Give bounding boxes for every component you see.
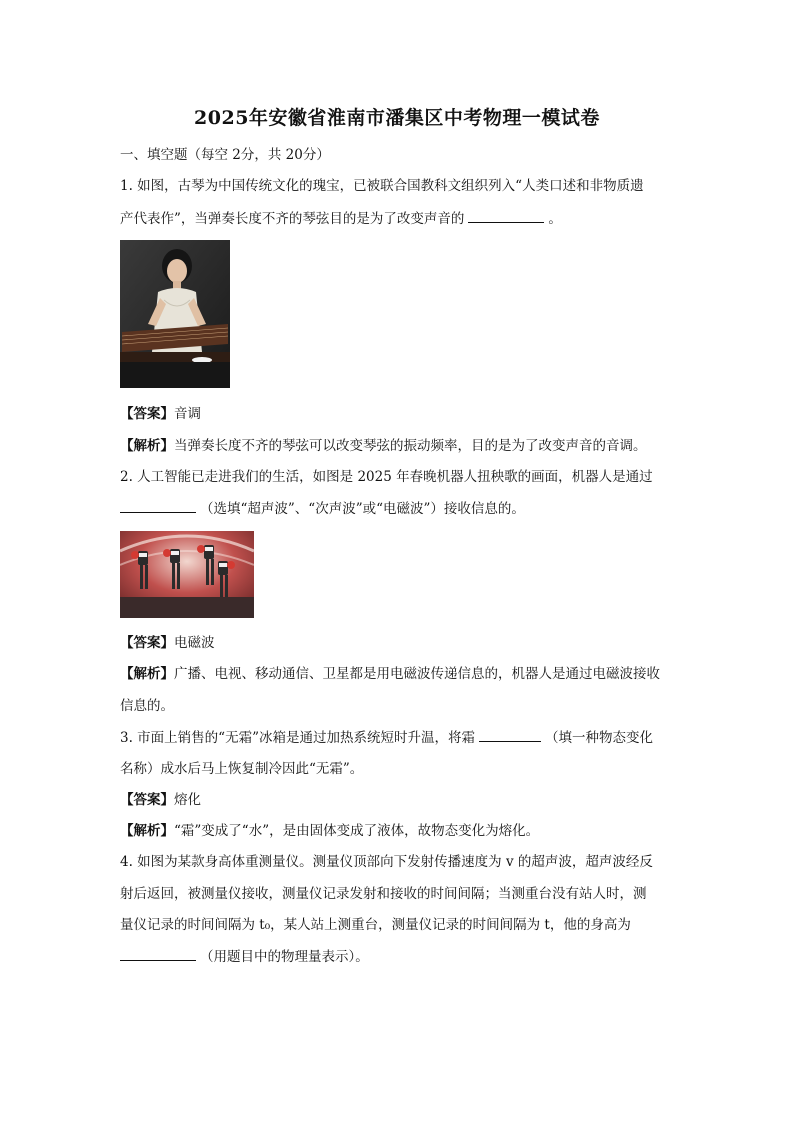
dancing-robots-illustration (120, 531, 254, 618)
analysis-tag: 【解析】 (120, 666, 174, 682)
guqin-performer-image (120, 240, 230, 388)
section-heading: 一、填空题（每空 2分，共 20分） (120, 147, 330, 163)
q1-line2-end: 。 (548, 211, 562, 227)
q4-line2: 射后返回，被测量仪接收，测量仪记录发射和接收的时间间隔；当测重台没有站人时，测 (120, 886, 647, 902)
q2-line2 (120, 498, 680, 519)
answer-tag: 【答案】 (120, 792, 174, 808)
q2-answer-blank (120, 498, 196, 513)
q2-answer (120, 633, 680, 653)
q4-line4 (120, 946, 680, 967)
dancing-robots-image (120, 531, 254, 618)
answer-tag: 【答案】 (120, 635, 174, 651)
q2-analysis-line1 (120, 664, 680, 684)
q3-answer-blank (479, 727, 541, 742)
q1-analysis (120, 436, 680, 456)
q3-line1-end: （填一种物态变化 (544, 730, 653, 746)
q3-analysis-text: “霜”变成了“水”，是由固体变成了液体，故物态变化为熔化。 (174, 823, 540, 839)
q2-answer-text: 电磁波 (174, 635, 215, 651)
q1-line2 (120, 208, 680, 229)
page-title: 2025年安徽省淮南市潘集区中考物理一模试卷 (194, 107, 600, 129)
q3-answer (120, 790, 680, 810)
q1-answer-blank (468, 208, 544, 223)
q4-line3: 量仪记录的时间间隔为 t₀，某人站上测重台，测量仪记录的时间间隔为 t，他的身高为 (120, 917, 631, 933)
q3-line1-text: 3. 市面上销售的“无霜”冰箱是通过加热系统短时升温，将霜 (120, 730, 475, 746)
q3-line1 (120, 727, 680, 748)
q1-line1: 1. 如图，古琴为中国传统文化的瑰宝，已被联合国教科文组织列入“人类口述和非物质遗 (120, 178, 644, 194)
q1-answer (120, 404, 680, 424)
q1-line2-text: 产代表作”，当弹奏长度不齐的琴弦目的是为了改变声音的 (120, 211, 465, 227)
q3-analysis (120, 821, 680, 841)
analysis-tag: 【解析】 (120, 823, 174, 839)
q2-analysis-line2: 信息的。 (120, 698, 174, 714)
answer-tag: 【答案】 (120, 406, 174, 422)
guqin-performer-illustration (120, 240, 230, 388)
q2-line1: 2. 人工智能已走进我们的生活，如图是 2025 年春晚机器人扭秧歌的画面，机器人是通过 (120, 469, 653, 485)
q3-answer-text: 熔化 (174, 792, 201, 808)
q4-answer-blank (120, 946, 196, 961)
q1-analysis-text: 当弹奏长度不齐的琴弦可以改变琴弦的振动频率，目的是为了改变声音的音调。 (174, 438, 647, 454)
q3-line2: 名称）成水后马上恢复制冷因此“无霜”。 (120, 761, 364, 777)
q2-analysis-text: 广播、电视、移动通信、卫星都是用电磁波传递信息的，机器人是通过电磁波接收 (174, 666, 660, 682)
analysis-tag: 【解析】 (120, 438, 174, 454)
q4-line1: 4. 如图为某款身高体重测量仪。测量仪顶部向下发射传播速度为 v 的超声波，超声波经反 (120, 854, 653, 870)
q2-line2-text: （选填“超声波”、“次声波”或“电磁波”）接收信息的。 (200, 501, 525, 517)
q4-line4-text: （用题目中的物理量表示）。 (200, 949, 369, 965)
q1-answer-text: 音调 (174, 406, 201, 422)
